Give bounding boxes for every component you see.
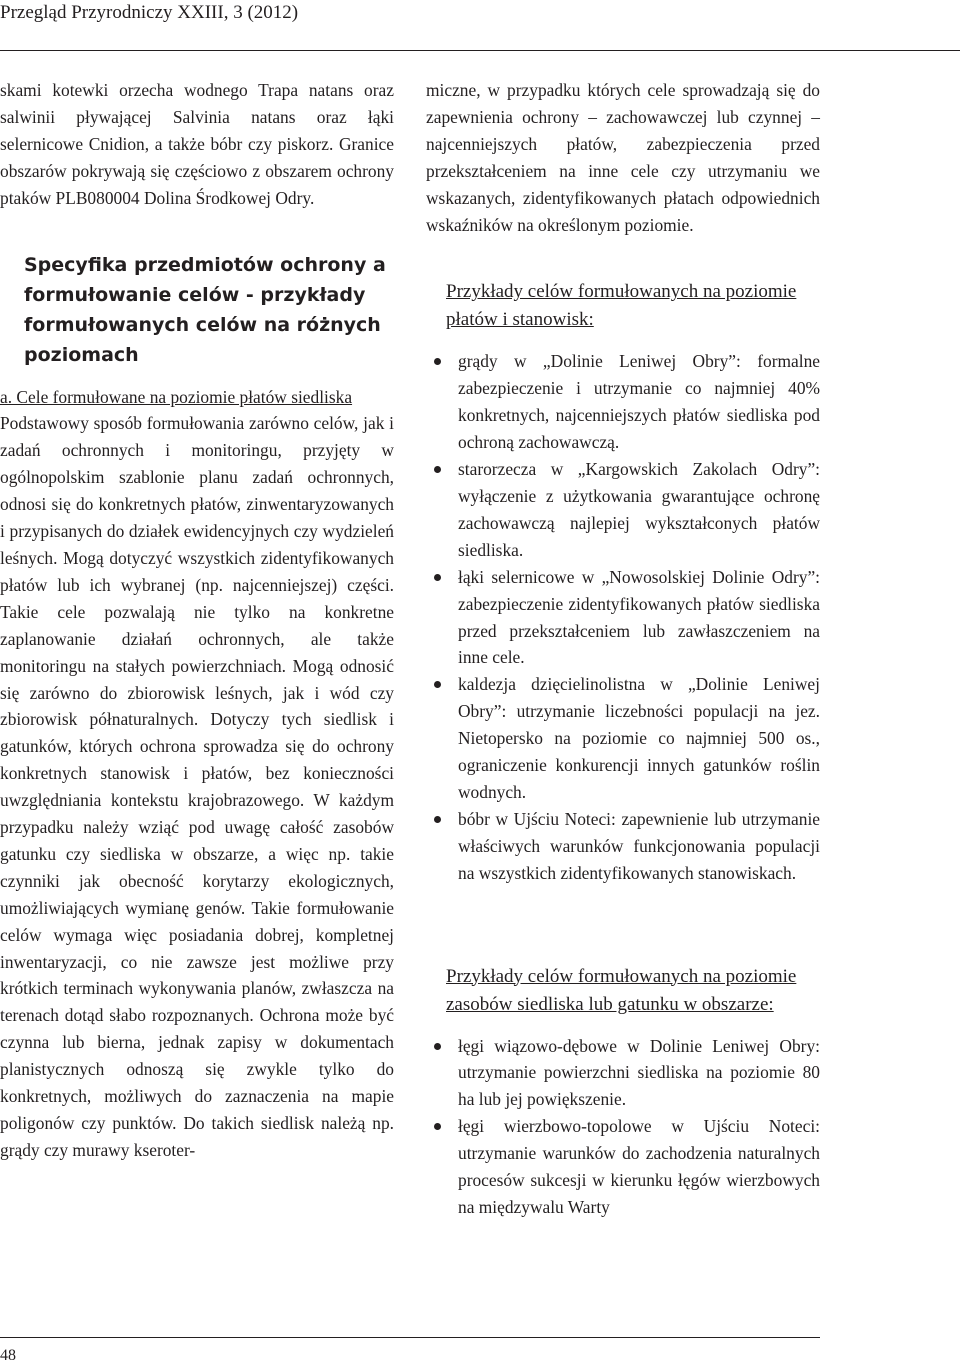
left-column <box>0 77 394 1164</box>
intro-paragraph: skami kotewki orzecha wodnego Trapa natans oraz salwinii pływającej Salvinia natans oraz łąki selernicowe Cnidion, a także bóbr czy piskorz. Granice obszarów pokrywają się częściowo z obszarem ochrony ptaków PLB080004 Dolina Środkowej Odry. <box>0 80 394 208</box>
page-number: 48 <box>0 1347 16 1364</box>
header-divider <box>0 50 960 51</box>
continuation-paragraph: miczne, w przypadku których cele sprowadzają się do zapewnienia ochrony – zachowawczej lub czynnej – najcenniejszych płatów, zabezpieczenia przed przekształceniem na inne cele czy utrzymaniu we wskazanych, zidentyfikowanych płatach odpowiednich wskaźników na określonym poziomie. <box>426 80 820 235</box>
section-heading: Specyfika przedmiotów ochrony a formułowanie celów - przykłady formułowanych celów na różnych poziomach <box>24 253 386 366</box>
list-item: łąki selernicowe w „Nowosolskiej Dolinie Odry”: zabezpieczenie zidentyfikowanych płatów siedliska przed przekształceniem lub zawłaszczeniem na inne cele. <box>426 564 820 672</box>
list-item: łęgi wiązowo-dębowe w Dolinie Leniwej Obry: utrzymanie powierzchni siedliska na poziomie 80 ha lub jej powiększenie. <box>426 1033 820 1114</box>
bullet-icon <box>434 574 441 581</box>
bullet-icon <box>434 358 441 365</box>
examples-patches-title: Przykłady celów formułowanych na poziomie płatów i stanowisk: <box>446 281 797 331</box>
body-paragraph: Podstawowy sposób formułowania zarówno celów, jak i zadań ochronnych i monitoringu, przyjęty w ogólnopolskim szablonie planu zadań ochronnych, odnosi się do konkretnych płatów, zinwentaryzowanych i przypisanych do działek ewidencyjnych czy wydzieleń leśnych. Mogą dotyczyć wszystkich zidentyfikowanych płatów lub ich wybranej (np. najcenniejszej) części. Takie cele pozwalają nie tylko na konkretne zaplanowanie działań ochronnych, ale także monitoringu na stałych powierzchniach. Mogą odnosić się zarówno do zbiorowisk leśnych, jak i wód czy zbiorowisk półnaturalnych. Dotyczy tych siedlisk i gatunków, których ochrona sprowadza się do ochrony konkretnych stanowisk i płatów, bez konieczności uwzględniania kontekstu krajobrazowego. W każdym przypadku należy wziąć pod uwagę całość zasobów gatunku czy siedliska w obszarze, a więc np. takie czynniki jak obecność korytarzy ekologicznych, umożliwiających wymianę genów. Takie formułowanie celów wymaga więc posiadania dobrej, kompletnej inwentaryzacji, co nie zawsze jest możliwe przy krótkich terminach wykonywania planów, zwłaszcza na terenach dotąd słabo rozpoznanych. Ochrona może być czynna lub bierna, jednak zapisy w dokumentach planistycznych odnoszą się zwykle tylko do konkretnych, możliwych do zaznaczenia na mapie poligonów czy punktów. Do takich siedlisk należą np. grądy czy murawy kseroter- <box>0 413 394 1160</box>
list-item: łęgi wierzbowo-topolowe w Ujściu Noteci: utrzymanie warunków do zachodzenia naturalnych procesów sukcesji w kierunku łęgów wierzbowych na międzywalu Warty <box>426 1113 820 1221</box>
subheading: a. Cele formułowane na poziomie płatów siedliska <box>0 386 353 407</box>
list-item: kaldezja dzięcielinolistna w „Dolinie Leniwej Obry”: utrzymanie liczebności populacji na jez. Nietopersko na poziomie co najmniej 500 os., ograniczenie konkurencji innych gatunków roślin wodnych. <box>426 671 820 806</box>
footer-divider <box>0 1337 820 1338</box>
bullet-icon <box>434 681 441 688</box>
list-item: starorzecza w „Kargowskich Zakolach Odry”: wyłączenie z użytkowania gwarantujące ochronę zachowawczą najlepiej wykształconych płatów siedliska. <box>426 456 820 564</box>
examples-resources-title: Przykłady celów formułowanych na poziomie zasobów siedliska lub gatunku w obszarze: <box>446 965 797 1015</box>
examples-resources-list <box>426 1033 820 1221</box>
bullet-icon <box>434 466 441 473</box>
list-item: bóbr w Ujściu Noteci: zapewnienie lub utrzymanie właściwych warunków funkcjonowania populacji na wszystkich zidentyfikowanych stanowiskach. <box>426 806 820 887</box>
examples-patches-list <box>426 348 820 886</box>
bullet-icon <box>434 1043 441 1050</box>
bullet-icon <box>434 816 441 823</box>
running-head: Przegląd Przyrodniczy XXIII, 3 (2012) <box>0 2 299 23</box>
list-item: grądy w „Dolinie Leniwej Obry”: formalne zabezpieczenie i utrzymanie co najmniej 40% konkretnych, najcenniejszych płatów siedliska pod ochroną zachowawczą. <box>426 348 820 456</box>
right-column <box>426 77 820 1221</box>
bullet-icon <box>434 1123 441 1130</box>
